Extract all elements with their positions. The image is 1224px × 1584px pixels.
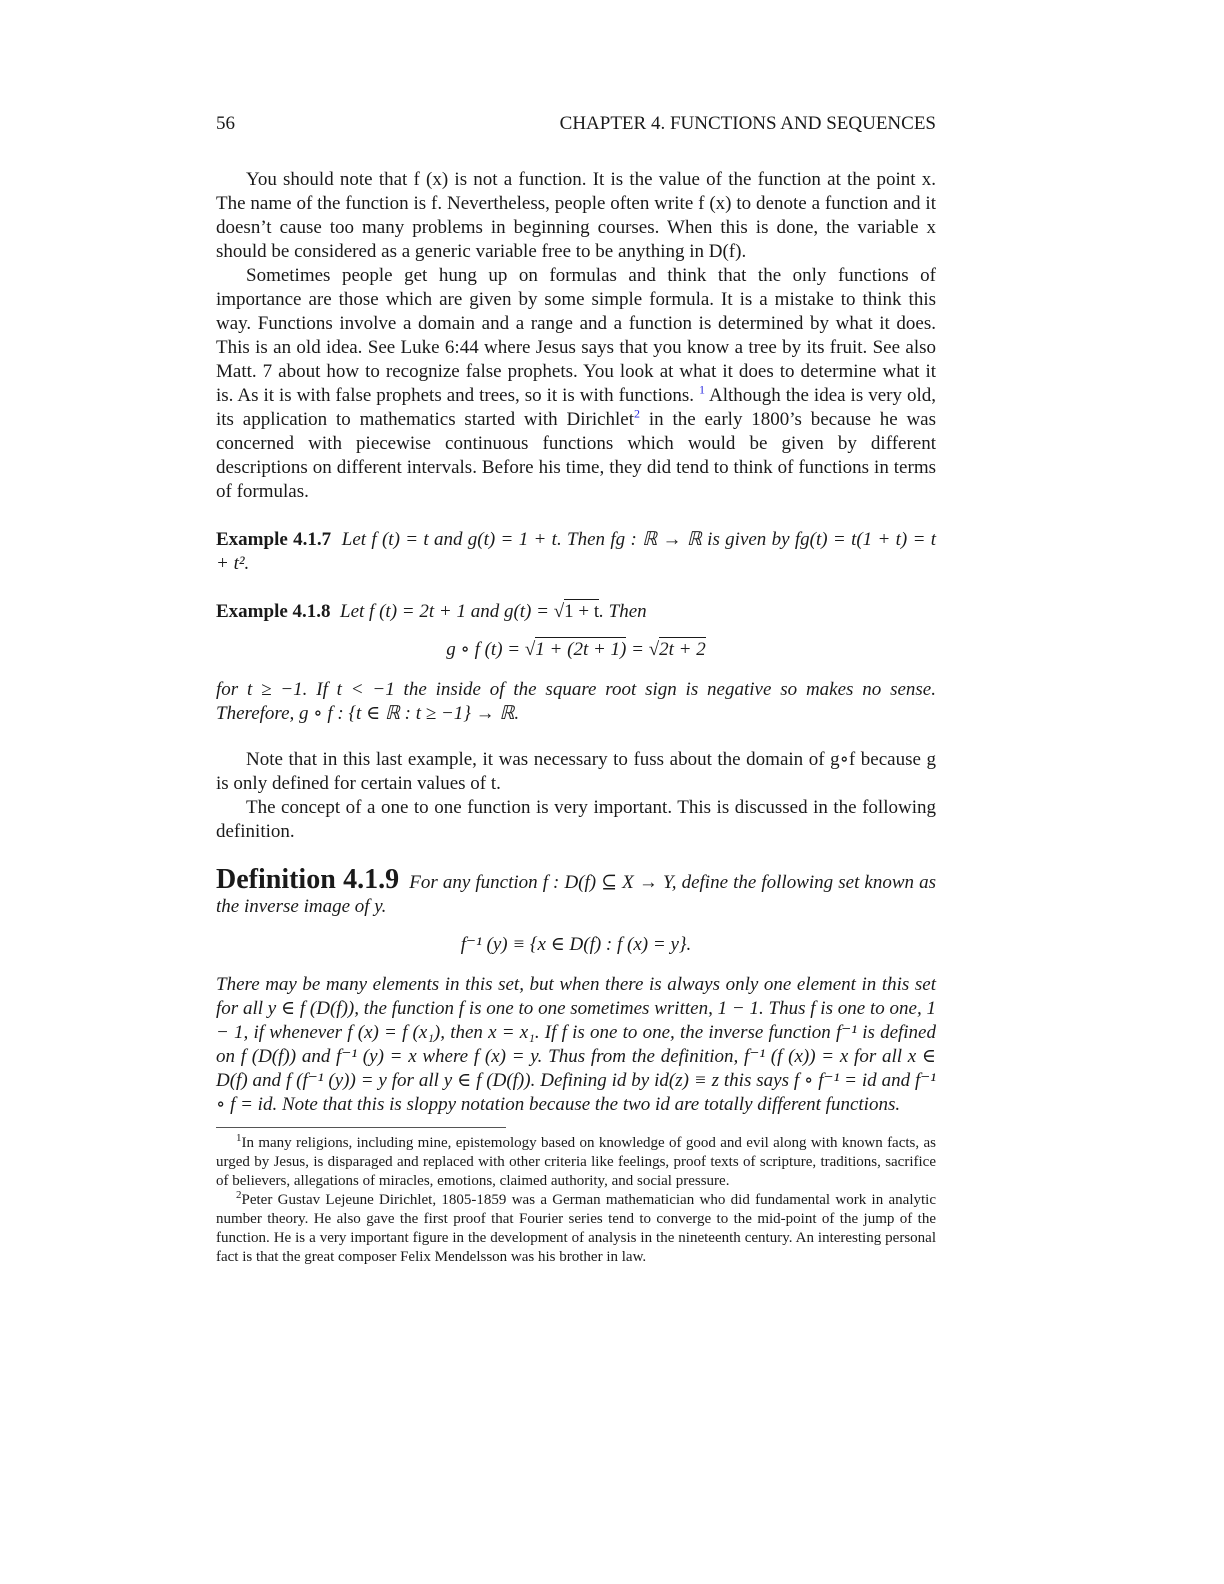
paragraph-formulas-part-a: Sometimes people get hung up on formulas and think that the only functions of importance are those which are given by some simple formula. It is a mistake to think this way. Functions involve a domain and a range and a function is determined by what it does. This is an old idea. See Luke 6:44 where Jesus says that you know a tree by its fruit. See also Matt. 7 about how to recognize false prophets. You look at what it does to determine what it is. As it is with false prophets and trees, so it is with functions.: [216, 265, 936, 406]
display-part-a: g ∘ f (t) = √: [446, 639, 536, 660]
example-4-1-8-conclusion: for t ≥ −1. If t < −1 the inside of the square root sign is negative so makes no sense. Therefore, g ∘ f : {t ∈ ℝ : t ≥ −1} → ℝ.: [216, 679, 936, 724]
paragraph-function-value: You should note that f (x) is not a function. It is the value of the function at the point x. The name of the function is f. Nevertheless, people often write f (x) to denote a function and it doesn’t cause too many problems in beginning courses. When this is done, the variable x should be considered as a generic variable free to be anything in D(f).: [216, 169, 936, 262]
footnote-text: In many religions, including mine, epistemology based on knowledge of good and evil along with known facts, as urged by Jesus, is disparaged and replaced with other criteria like feelings, proof texts of scripture, traditions, sacrifice of believers, allegations of miracles, emotions, claimed authority, and social pressure.: [216, 1135, 936, 1189]
page-number: 56: [216, 113, 235, 134]
footnote-rule: [216, 1127, 506, 1128]
footnote-number: 1: [236, 1132, 242, 1144]
example-text: Let f (t) = t and g(t) = 1 + t. Then fg : ℝ → ℝ is given by fg(t) = t(1 + t) = t + t².: [216, 529, 936, 574]
example-4-1-8: [216, 600, 936, 624]
footnote-number: 2: [236, 1189, 242, 1201]
page: [216, 112, 936, 1267]
display-sqrt-1: 1 + (2t + 1): [535, 639, 627, 660]
definition-intro: For any function f : D(f) ⊆ X → Y, define the following set known as the inverse image of y.: [216, 872, 937, 917]
example-label: Example 4.1.8: [216, 601, 331, 622]
definition-label: Definition 4.1.9: [216, 864, 400, 895]
example-4-1-7: [216, 528, 936, 576]
paragraph-formulas-part-c: in the early 1800’s because he was concerned with piecewise continuous functions which would be given by different descriptions on different intervals. Before his time, they did tend to think of functions in terms of formulas.: [216, 409, 936, 502]
display-equation-inverse-image: f⁻¹ (y) ≡ {x ∈ D(f) : f (x) = y}.: [460, 934, 692, 955]
footnote-1: [216, 1134, 936, 1191]
example-text-b: . Then: [599, 601, 647, 622]
running-header: [216, 112, 936, 136]
display-sqrt-2: 2t + 2: [659, 639, 706, 660]
definition-4-1-9: [216, 864, 937, 919]
paragraph-one-to-one: The concept of a one to one function is very important. This is discussed in the following definition.: [216, 797, 936, 842]
example-text-a: Let f (t) = 2t + 1 and g(t) = √: [340, 601, 565, 622]
paragraph-formulas-part-b: Although the idea is very old, its application to mathematics started with Dirichlet: [216, 385, 936, 430]
footnote-ref-2[interactable]: 2: [634, 406, 641, 421]
chapter-title: CHAPTER 4. FUNCTIONS AND SEQUENCES: [559, 113, 936, 134]
example-label: Example 4.1.7: [216, 529, 332, 550]
definition-body: There may be many elements in this set, but when there is always only one element in this set for all y ∈ f (D(f)), the function f is one to one sometimes written, 1 − 1. Thus f is one to one, 1 − 1, if whenever f (x) = f (x₁), then x = x₁. If f is one to one, the inverse function f⁻¹ is defined on f (D(f)) and f⁻¹ (y) = x where f (x) = y. Thus from the definition, f⁻¹ (f (x)) = x for all x ∈ D(f) and f (f⁻¹ (y)) = y for all y ∈ f (D(f)). Defining id by id(z) ≡ z this says f ∘ f⁻¹ = id and f⁻¹ ∘ f = id. Note that this is sloppy notation because the two id are totally different functions.: [216, 974, 936, 1115]
footnote-ref-1[interactable]: 1: [699, 382, 706, 397]
display-equation-composition: [216, 638, 936, 662]
sqrt-argument: 1 + t: [564, 601, 600, 622]
footnote-2: [216, 1191, 936, 1267]
display-part-b: = √: [626, 639, 660, 660]
paragraph-domain-note: Note that in this last example, it was necessary to fuss about the domain of g∘f because g is only defined for certain values of t.: [216, 749, 936, 794]
paragraph-formulas: [216, 264, 936, 504]
footnote-text: Peter Gustav Lejeune Dirichlet, 1805-1859 was a German mathematician who did fundamental work in analytic number theory. He also gave the first proof that Fourier series tend to converge to the mid-point of the jump of the function. He is a very important figure in the development of analysis in the nineteenth century. An interesting personal fact is that the great composer Felix Mendelsson was his brother in law.: [216, 1192, 936, 1265]
